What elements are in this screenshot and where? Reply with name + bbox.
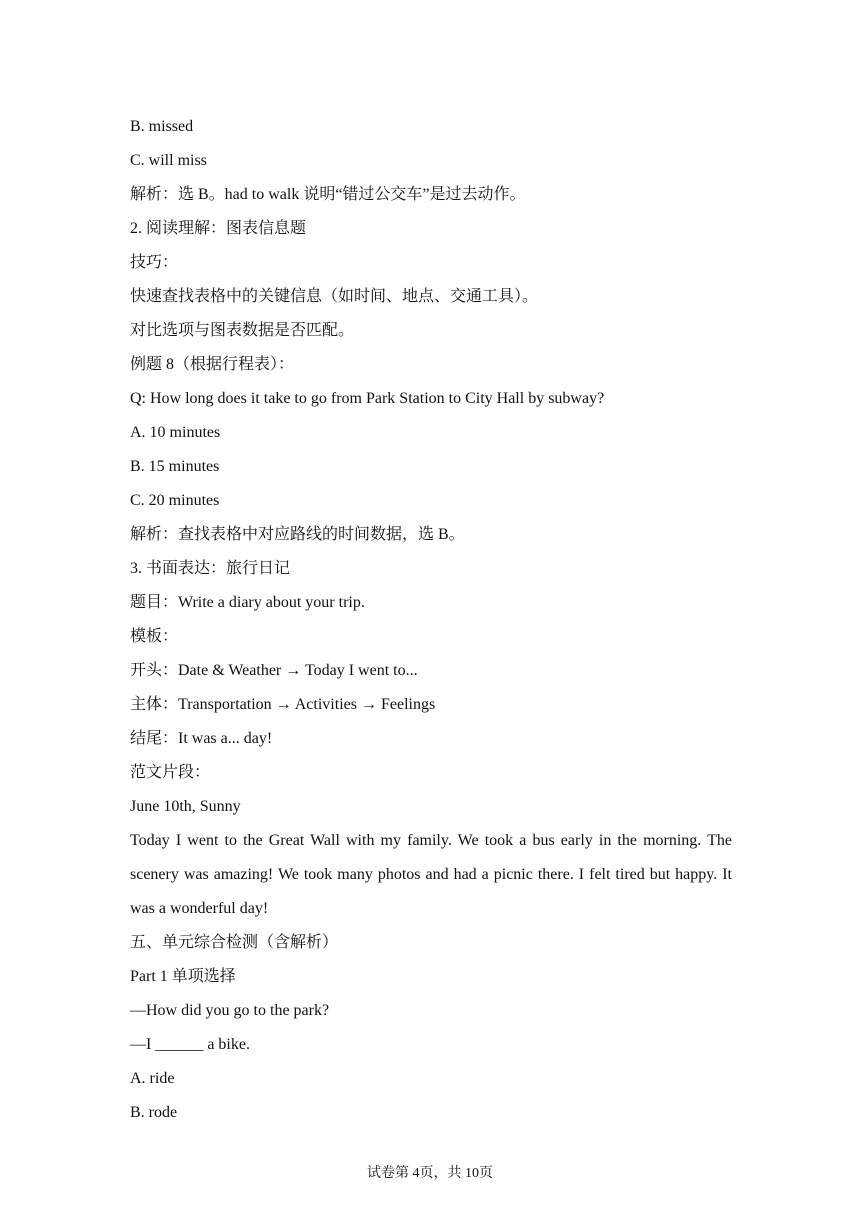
tip-line: 快速查找表格中的关键信息（如时间、地点、交通工具）。	[130, 288, 539, 305]
template-ending: 结尾：It was a... day!	[130, 730, 273, 747]
sample-label: 范文片段：	[130, 764, 211, 781]
document-body	[130, 110, 732, 1130]
option-b-missed: B. missed	[130, 118, 194, 135]
question-line: Q: How long does it take to go from Park Station to City Hall by subway?	[130, 390, 605, 407]
diary-date: June 10th, Sunny	[130, 798, 241, 815]
analysis-line: 解析：查找表格中对应路线的时间数据，选 B。	[130, 526, 465, 543]
template-label: 模板：	[130, 628, 179, 645]
option-b: B. rode	[130, 1104, 178, 1121]
dialogue-line: —How did you go to the park?	[130, 1002, 330, 1019]
option-b: B. 15 minutes	[130, 458, 220, 475]
part-heading: Part 1 单项选择	[130, 968, 236, 985]
topic-line: 题目：Write a diary about your trip.	[130, 594, 365, 611]
template-body: 主体：Transportation → Activities → Feelings	[130, 696, 436, 713]
analysis-line: 解析：选 B。had to walk 说明“错过公交车”是过去动作。	[130, 186, 526, 203]
tip-line: 对比选项与图表数据是否匹配。	[130, 322, 355, 339]
example-heading: 例题 8（根据行程表）：	[130, 356, 295, 373]
section-heading-unit-test: 五、单元综合检测（含解析）	[130, 934, 339, 951]
tips-label: 技巧：	[130, 254, 179, 271]
template-opening: 开头：Date & Weather → Today I went to...	[130, 662, 418, 679]
page-footer: 试卷第 4页，共 10页	[367, 1166, 493, 1181]
diary-paragraph: Today I went to the Great Wall with my family. We took a bus early in the morning. The scenery was amazing! We took many photos and had a picnic there. I felt tired but happy. It was a wonderful day!	[130, 832, 732, 917]
option-c: C. 20 minutes	[130, 492, 220, 509]
dialogue-line: —I ______ a bike.	[130, 1036, 250, 1053]
option-c-will-miss: C. will miss	[130, 152, 207, 169]
option-a: A. ride	[130, 1070, 175, 1087]
section-heading-reading: 2. 阅读理解：图表信息题	[130, 220, 307, 237]
section-heading-writing: 3. 书面表达：旅行日记	[130, 560, 291, 577]
option-a: A. 10 minutes	[130, 424, 221, 441]
